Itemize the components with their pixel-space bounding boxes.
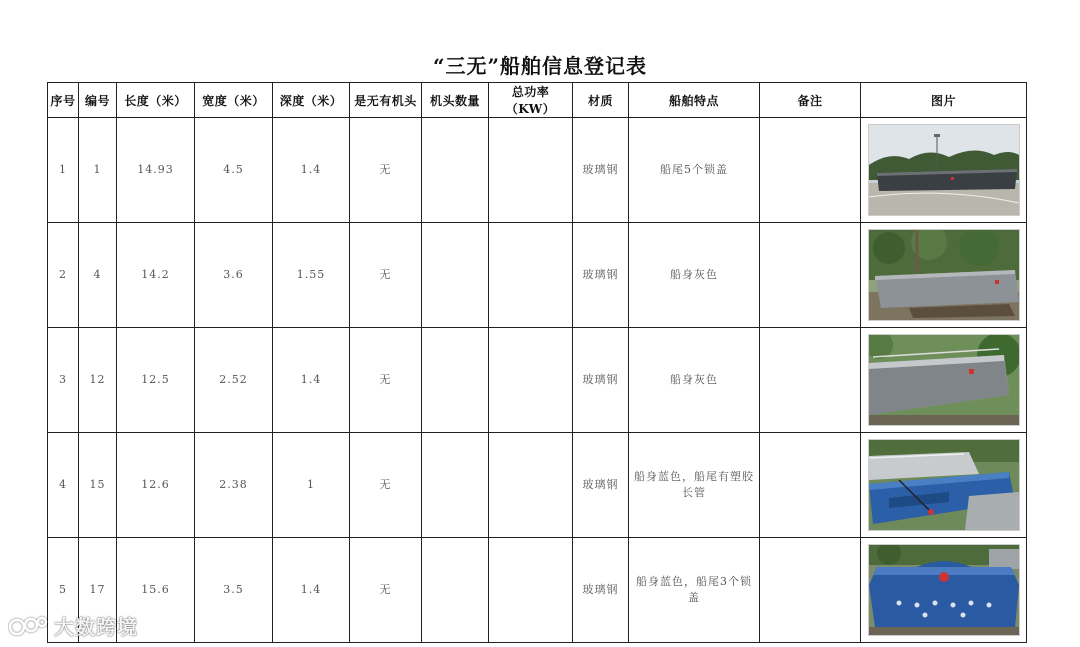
table-row	[48, 118, 1027, 223]
cell-seq: 4	[48, 433, 79, 538]
cell-power	[489, 433, 573, 538]
col-header-photo: 图片	[861, 83, 1027, 118]
table-row	[48, 538, 1027, 643]
cell-code: 4	[79, 223, 117, 328]
cell-engine-count	[422, 223, 489, 328]
watermark	[8, 611, 138, 640]
cell-seq: 1	[48, 118, 79, 223]
cell-power	[489, 328, 573, 433]
page-title: “三无”船舶信息登记表	[432, 54, 647, 78]
col-header-feature: 船舶特点	[629, 83, 760, 118]
col-header-code: 编号	[79, 83, 117, 118]
cell-feature: 船身蓝色，船尾3个锁盖	[629, 538, 760, 643]
cell-engine: 无	[350, 223, 422, 328]
cell-seq: 2	[48, 223, 79, 328]
cell-depth: 1.4	[273, 328, 350, 433]
cell-feature: 船身灰色	[629, 328, 760, 433]
cell-seq: 5	[48, 538, 79, 643]
grey-hull-trees-photo	[868, 229, 1020, 321]
blue-hull-stern-photo	[868, 544, 1020, 636]
cell-engine-count	[422, 538, 489, 643]
cell-code: 17	[79, 538, 117, 643]
col-header-seq: 序号	[48, 83, 79, 118]
cell-material: 玻璃钢	[573, 538, 629, 643]
cell-power	[489, 223, 573, 328]
cell-code: 1	[79, 118, 117, 223]
col-header-remark: 备注	[760, 83, 861, 118]
cell-feature: 船身蓝色，船尾有塑胶长管	[629, 433, 760, 538]
cell-material: 玻璃钢	[573, 328, 629, 433]
cell-feature: 船尾5个锁盖	[629, 118, 760, 223]
cell-remark	[760, 223, 861, 328]
watermark-text: 大数跨境	[54, 615, 138, 639]
col-header-engine-count: 机头数量	[422, 83, 489, 118]
cell-material: 玻璃钢	[573, 433, 629, 538]
col-header-depth: 深度（米）	[273, 83, 350, 118]
registration-table	[47, 82, 1027, 643]
cell-length: 12.6	[117, 433, 195, 538]
cell-engine-count	[422, 433, 489, 538]
cell-power	[489, 538, 573, 643]
cell-photo	[861, 433, 1027, 538]
cell-engine: 无	[350, 328, 422, 433]
cell-width: 3.5	[195, 538, 273, 643]
cell-remark	[760, 538, 861, 643]
cell-photo	[861, 223, 1027, 328]
col-header-power: 总功率（KW）	[489, 83, 573, 118]
cell-photo	[861, 538, 1027, 643]
cell-material: 玻璃钢	[573, 118, 629, 223]
col-header-engine: 是无有机头	[350, 83, 422, 118]
cell-engine-count	[422, 118, 489, 223]
grey-hull-closeup-photo	[868, 334, 1020, 426]
cell-power	[489, 118, 573, 223]
col-header-length: 长度（米）	[117, 83, 195, 118]
watermark-logo-icon	[8, 613, 48, 639]
cell-feature: 船身灰色	[629, 223, 760, 328]
cell-width: 3.6	[195, 223, 273, 328]
cell-width: 2.38	[195, 433, 273, 538]
cell-remark	[760, 328, 861, 433]
cell-engine: 无	[350, 433, 422, 538]
cell-depth: 1.55	[273, 223, 350, 328]
cell-depth: 1.4	[273, 538, 350, 643]
cell-material: 玻璃钢	[573, 223, 629, 328]
cell-width: 4.5	[195, 118, 273, 223]
cell-length: 14.2	[117, 223, 195, 328]
cell-photo	[861, 328, 1027, 433]
col-header-material: 材质	[573, 83, 629, 118]
cell-seq: 3	[48, 328, 79, 433]
cell-engine: 无	[350, 538, 422, 643]
blue-hull-photo	[868, 439, 1020, 531]
cell-length: 15.6	[117, 538, 195, 643]
cell-engine-count	[422, 328, 489, 433]
col-header-width: 宽度（米）	[195, 83, 273, 118]
cell-width: 2.52	[195, 328, 273, 433]
table-row	[48, 328, 1027, 433]
cell-remark	[760, 118, 861, 223]
table-row	[48, 223, 1027, 328]
cell-engine: 无	[350, 118, 422, 223]
header-row	[48, 83, 1027, 118]
cell-length: 12.5	[117, 328, 195, 433]
cell-length: 14.93	[117, 118, 195, 223]
cell-code: 15	[79, 433, 117, 538]
cell-remark	[760, 433, 861, 538]
cell-code: 12	[79, 328, 117, 433]
table-row	[48, 433, 1027, 538]
grey-hull-parked-photo	[868, 124, 1020, 216]
cell-depth: 1.4	[273, 118, 350, 223]
cell-photo	[861, 118, 1027, 223]
cell-depth: 1	[273, 433, 350, 538]
